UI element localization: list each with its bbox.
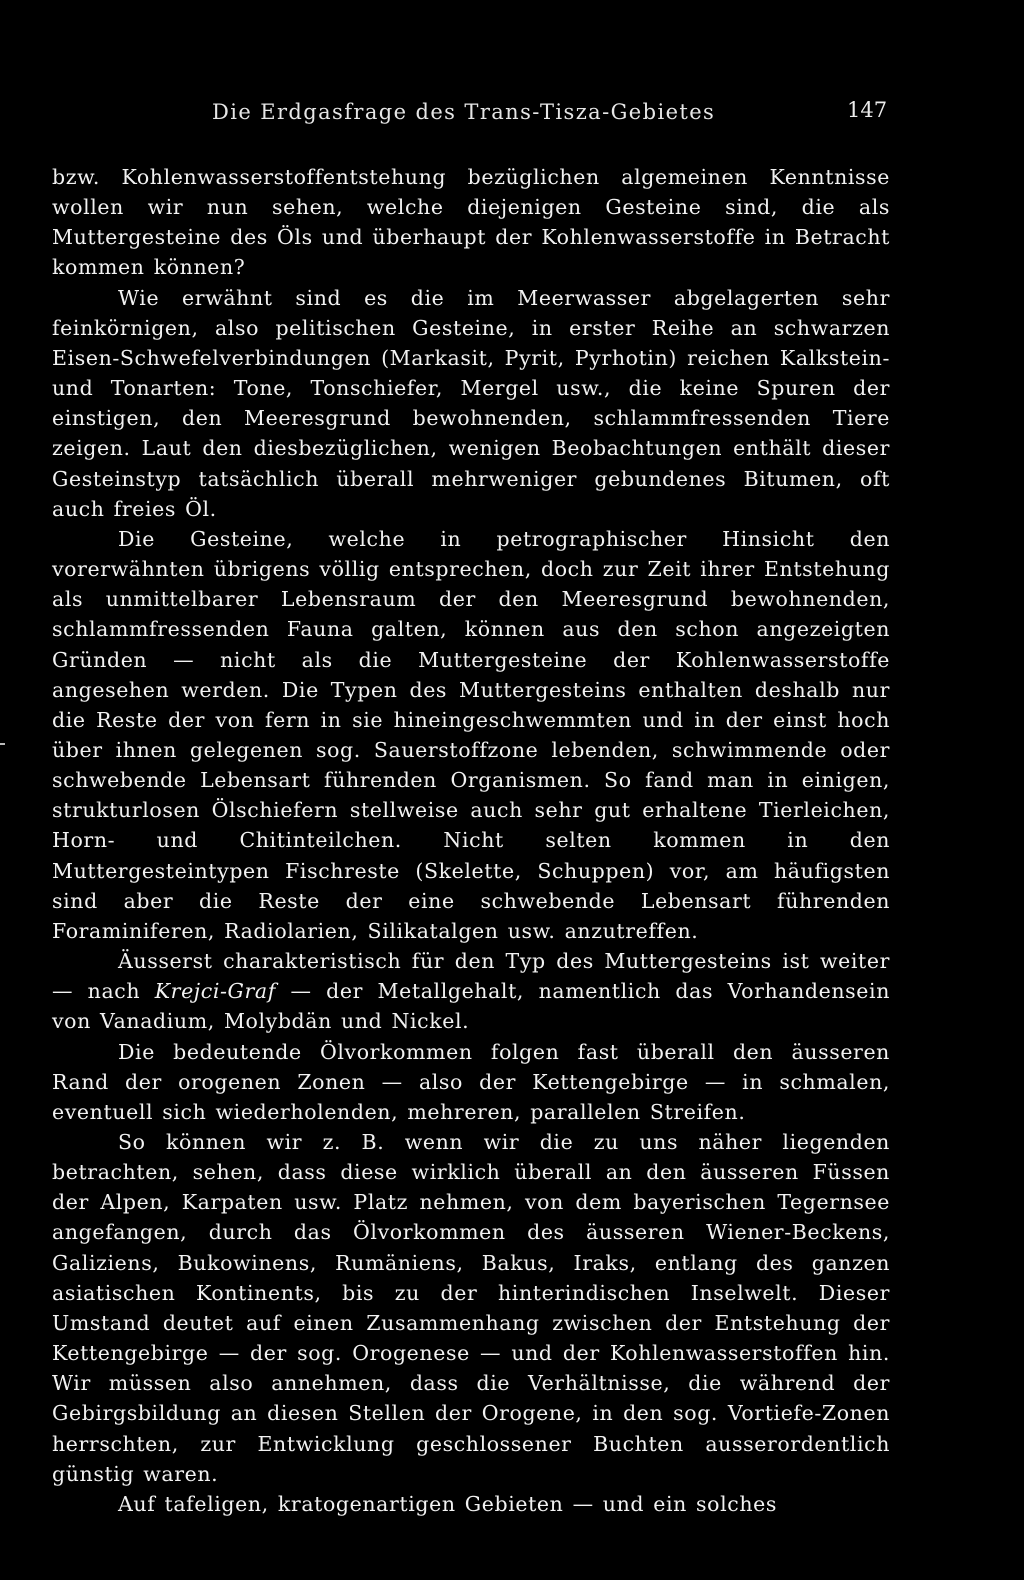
- paragraph-5: Die bedeutende Ölvorkommen folgen fast überall den äusseren Rand der orogenen Zonen — also der Kettengebirge — in schmalen, eventuell sich wiederholenden, mehreren, parallelen Streifen.: [52, 1039, 890, 1124]
- running-title: Die Erdgasfrage des Trans-Tisza-Gebietes: [212, 100, 716, 124]
- author-citation: Krejci-Graf: [154, 979, 276, 1004]
- paragraph-6: So können wir z. B. wenn wir die zu uns näher liegenden betrachten, sehen, dass diese wirklich überall an den äusseren Füssen der Alpen, Karpaten usw. Platz nehmen, von dem bayerischen Tegernsee angefangen, durch das Ölvorkommen des äusseren Wiener-Beckens, Galiziens, Bukowinens, Rumäniens, Bakus, Iraks, entlang des ganzen asiatischen Kontinents, bis zu der hinterindischen Inselwelt. Dieser Umstand deutet auf einen Zusammenhang zwischen der Entstehung der Kettengebirge — der sog. Orogenese — und der Kohlenwasserstoffen hin. Wir müssen also annehmen, dass die Verhältnisse, die während der Gebirgsbildung an diesen Stellen der Orogene, in den sog. Vortiefe-Zonen herrschten, zur Entwicklung geschlossener Buchten ausserordentlich günstig waren.: [52, 1130, 890, 1486]
- paragraph-2: Wie erwähnt sind es die im Meerwasser abgelagerten sehr feinkörnigen, also pelitischen Gesteine, in erster Reihe an schwarzen Eisen-Schwefelverbindungen (Markasit, Pyrit, Pyrhotin) reichen Kalkstein- und Tonarten: Tone, Tonschiefer, Mergel usw., die keine Spuren der einstigen, den Meeresgrund bewohnenden, schlammfressenden Tiere zeigen. Laut den diesbezüglichen, wenigen Beobachtungen enthält dieser Gesteinstyp tatsächlich überall mehrweniger gebundenes Bitumen, oft auch freies Öl.: [52, 285, 890, 521]
- margin-mark: [0, 743, 5, 745]
- paragraph-7: Auf tafeligen, kratogenartigen Gebieten — und ein solches: [118, 1491, 777, 1516]
- paragraph-3: Die Gesteine, welche in petrographischer Hinsicht den vorerwähnten übrigens völlig entsprechen, doch zur Zeit ihrer Entstehung als unmittelbarer Lebensraum der den Meeresgrund bewohnenden, schlammfressenden Fauna galten, können aus den schon angezeigten Gründen — nicht als die Muttergesteine der Kohlenwasserstoffe angesehen werden. Die Typen des Muttergesteins enthalten deshalb nur die Reste der von fern in sie hineingeschwemmten und in der einst hoch über ihnen gelegenen sog. Sauerstoffzone lebenden, schwimmende oder schwebende Lebensart führenden Organismen. So fand man in einigen, strukturlosen Ölschiefern stellweise auch sehr gut erhaltene Tierleichen, Horn- und Chitinteilchen. Nicht selten kommen in den Muttergesteintypen Fischreste (Skelette, Schuppen) vor, am häufigsten sind aber die Reste der eine schwebende Lebensart führenden Foraminiferen, Radiolarien, Silikatalgen usw. anzutreffen.: [52, 526, 890, 943]
- page-header: [0, 100, 1024, 140]
- body-text: [52, 162, 890, 1519]
- paragraph-4: Äusserst charakteristisch für den Typ des Muttergesteins ist weiter — nach Krejci-Graf — der Metallgehalt, namentlich das Vorhandensein von Vanadium, Molybdän und Nickel.: [52, 949, 890, 1034]
- paragraph-1: bzw. Kohlenwasserstoffentstehung bezüglichen algemeinen Kenntnisse wollen wir nun sehen, welche diejenigen Gesteine sind, die als Muttergesteine des Öls und überhaupt der Kohlenwasserstoffe in Betracht kommen können?: [52, 165, 890, 280]
- page-number: 147: [847, 98, 888, 122]
